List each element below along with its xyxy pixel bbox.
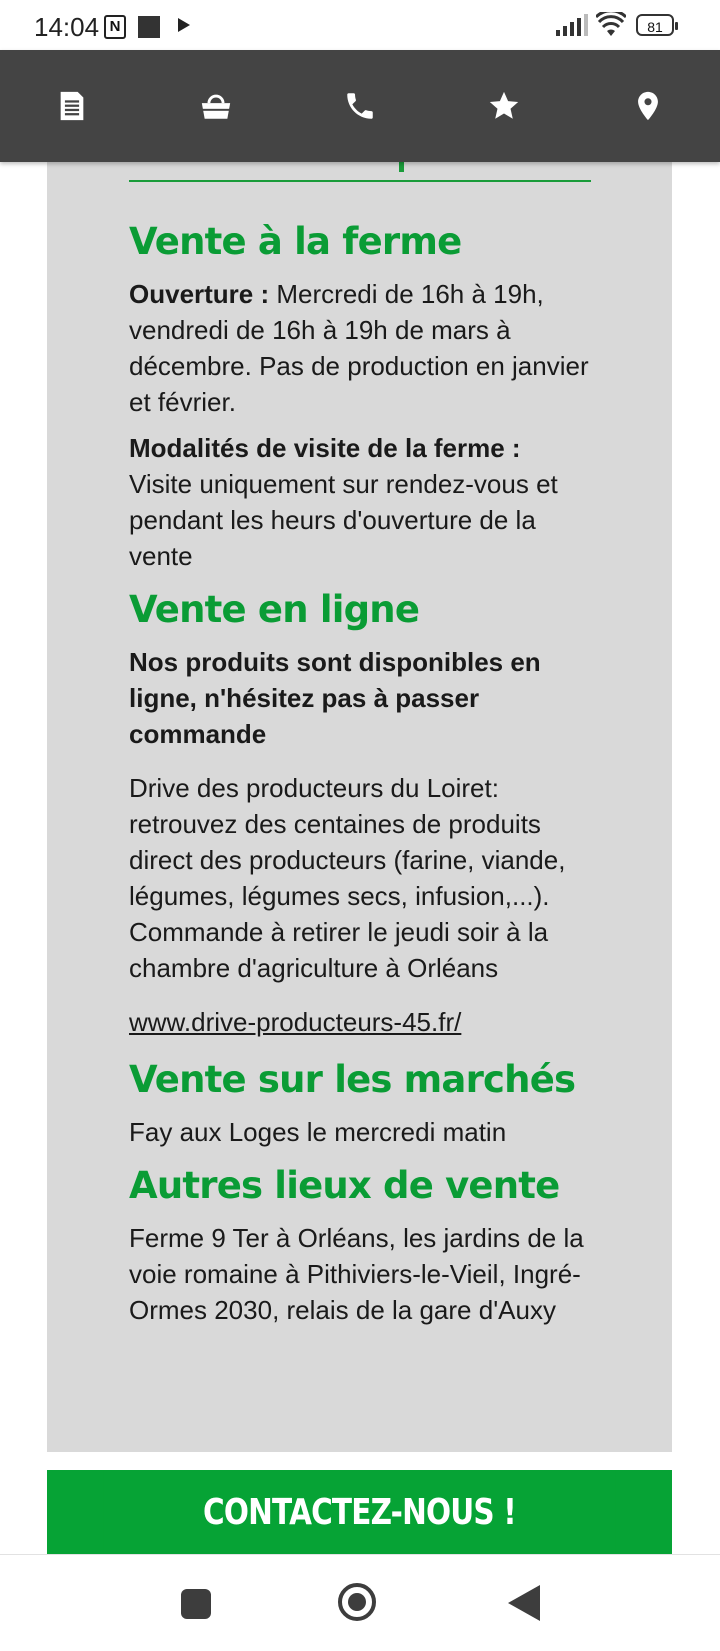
online-intro: Nos produits sont disponibles en ligne, n'hésitez pas à passer commande — [129, 647, 541, 749]
nav-star-button[interactable] — [474, 76, 534, 136]
home-icon[interactable] — [338, 1583, 376, 1621]
other-places-title: Autres lieux de vente — [129, 1164, 560, 1207]
opening-label: Ouverture : — [129, 279, 270, 309]
top-nav-bar — [0, 50, 720, 162]
online-sale-section — [129, 586, 594, 1040]
nav-phone-button[interactable] — [330, 76, 390, 136]
visit-label: Modalités de visite de la ferme : — [129, 433, 521, 463]
status-bar — [0, 0, 720, 50]
content-card — [47, 162, 672, 1452]
visit-info — [129, 430, 594, 574]
nfc-icon: N — [104, 15, 126, 39]
contact-area — [47, 1452, 672, 1554]
markets-section — [129, 1056, 594, 1150]
star-icon — [487, 89, 521, 123]
recents-icon[interactable] — [181, 1589, 211, 1619]
nav-document-button[interactable] — [42, 76, 102, 136]
phone-icon — [343, 89, 377, 123]
online-sale-title: Vente en ligne — [129, 588, 420, 631]
signal-icon — [556, 14, 588, 36]
basket-icon — [199, 89, 233, 123]
drive-producteurs-link[interactable]: www.drive-producteurs-45.fr/ — [129, 1007, 462, 1037]
farm-sale-section — [129, 218, 594, 574]
notification-square-icon — [138, 16, 160, 38]
farm-sale-title: Vente à la ferme — [129, 220, 462, 263]
back-icon[interactable] — [508, 1585, 540, 1621]
contact-button-label[interactable]: CONTACTEZ-NOUS ! — [103, 1470, 616, 1554]
status-time: 14:04 — [34, 12, 100, 42]
online-description: Drive des producteurs du Loiret: retrouvez des centaines de produits direct des producteurs (farine, viande, légumes, légumes secs, infusion,...). Commande à retirer le jeudi soir à la chambre d'agriculture à Orléans — [129, 773, 566, 983]
markets-title: Vente sur les marchés — [129, 1058, 576, 1101]
nav-location-button[interactable] — [618, 76, 678, 136]
opening-text: Mercredi de 16h à 19h, vendredi de 16h à 19h de mars à décembre. Pas de production en janvier et février. — [129, 279, 589, 417]
nav-basket-button[interactable] — [186, 76, 246, 136]
section-divider — [129, 162, 591, 182]
play-icon — [178, 18, 190, 32]
system-nav-bar — [0, 1554, 720, 1651]
wifi-icon — [596, 12, 626, 38]
markets-text: Fay aux Loges le mercredi matin — [129, 1117, 507, 1147]
battery-icon: 81 — [636, 14, 674, 36]
other-places-text: Ferme 9 Ter à Orléans, les jardins de la voie romaine à Pithiviers-le-Vieil, Ingré-Ormes 2030, relais de la gare d'Auxy — [129, 1223, 584, 1325]
document-icon — [55, 89, 89, 123]
opening-hours — [129, 276, 594, 420]
map-pin-icon — [631, 89, 665, 123]
visit-text: Visite uniquement sur rendez-vous et pendant les heurs d'ouverture de la vente — [129, 469, 558, 571]
other-places-section — [129, 1162, 594, 1328]
